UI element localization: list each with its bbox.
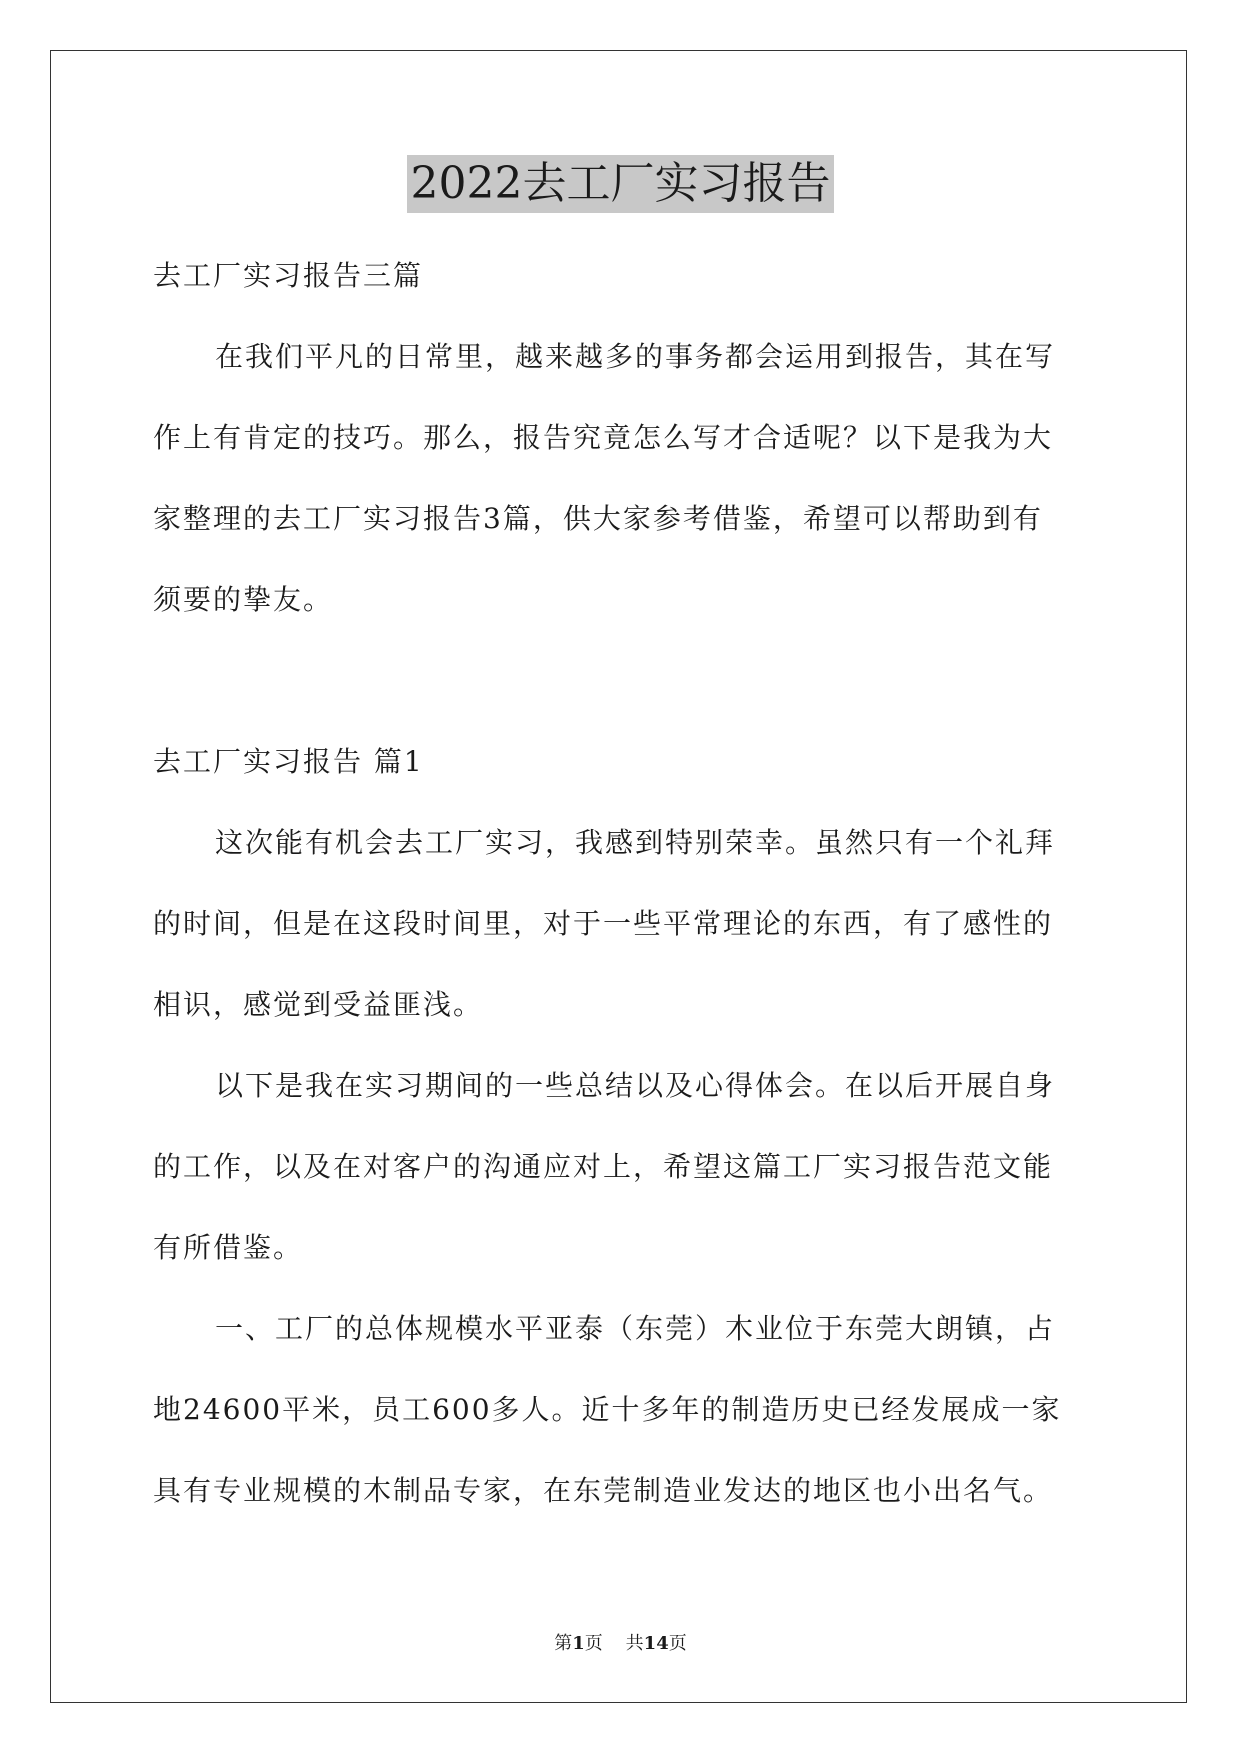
text-line: 去工厂实习报告三篇	[153, 259, 424, 292]
text-line: 相识，感觉到受益匪浅。	[153, 988, 484, 1021]
title-container	[0, 155, 1241, 213]
text-line: 一、工厂的总体规模水平亚泰（东莞）木业位于东莞大朗镇，占	[215, 1312, 1056, 1345]
document-body	[153, 235, 1093, 1531]
text-line: 的工作，以及在对客户的沟通应对上，希望这篇工厂实习报告范文能	[153, 1150, 1054, 1183]
page-number: 1	[572, 1633, 585, 1654]
text-line: 的时间，但是在这段时间里，对于一些平常理论的东西，有了感性的	[153, 907, 1054, 940]
document-title: 2022去工厂实习报告	[407, 155, 835, 213]
page-prefix: 第	[554, 1633, 573, 1654]
total-suffix: 页	[668, 1633, 687, 1654]
page-footer	[0, 1632, 1241, 1656]
text-line: 具有专业规模的木制品专家，在东莞制造业发达的地区也小出名气。	[153, 1474, 1054, 1507]
page-suffix: 页	[584, 1633, 603, 1654]
text-line: 作上有肯定的技巧。那么，报告究竟怎么写才合适呢？以下是我为大	[153, 421, 1054, 454]
total-prefix: 共	[625, 1633, 644, 1654]
text-line: 以下是我在实习期间的一些总结以及心得体会。在以后开展自身	[215, 1069, 1056, 1102]
text-line: 这次能有机会去工厂实习，我感到特别荣幸。虽然只有一个礼拜	[215, 826, 1056, 859]
text-line: 地24600平米，员工600多人。近十多年的制造历史已经发展成一家	[153, 1393, 1062, 1426]
blank-line	[153, 640, 1093, 721]
text-line: 有所借鉴。	[153, 1231, 304, 1264]
text-line: 须要的挚友。	[153, 583, 334, 616]
text-line: 在我们平凡的日常里，越来越多的事务都会运用到报告，其在写	[215, 340, 1056, 373]
text-line: 家整理的去工厂实习报告3篇，供大家参考借鉴，希望可以帮助到有	[153, 502, 1043, 535]
total-pages: 14	[643, 1633, 669, 1654]
text-line: 去工厂实习报告 篇1	[153, 745, 424, 778]
